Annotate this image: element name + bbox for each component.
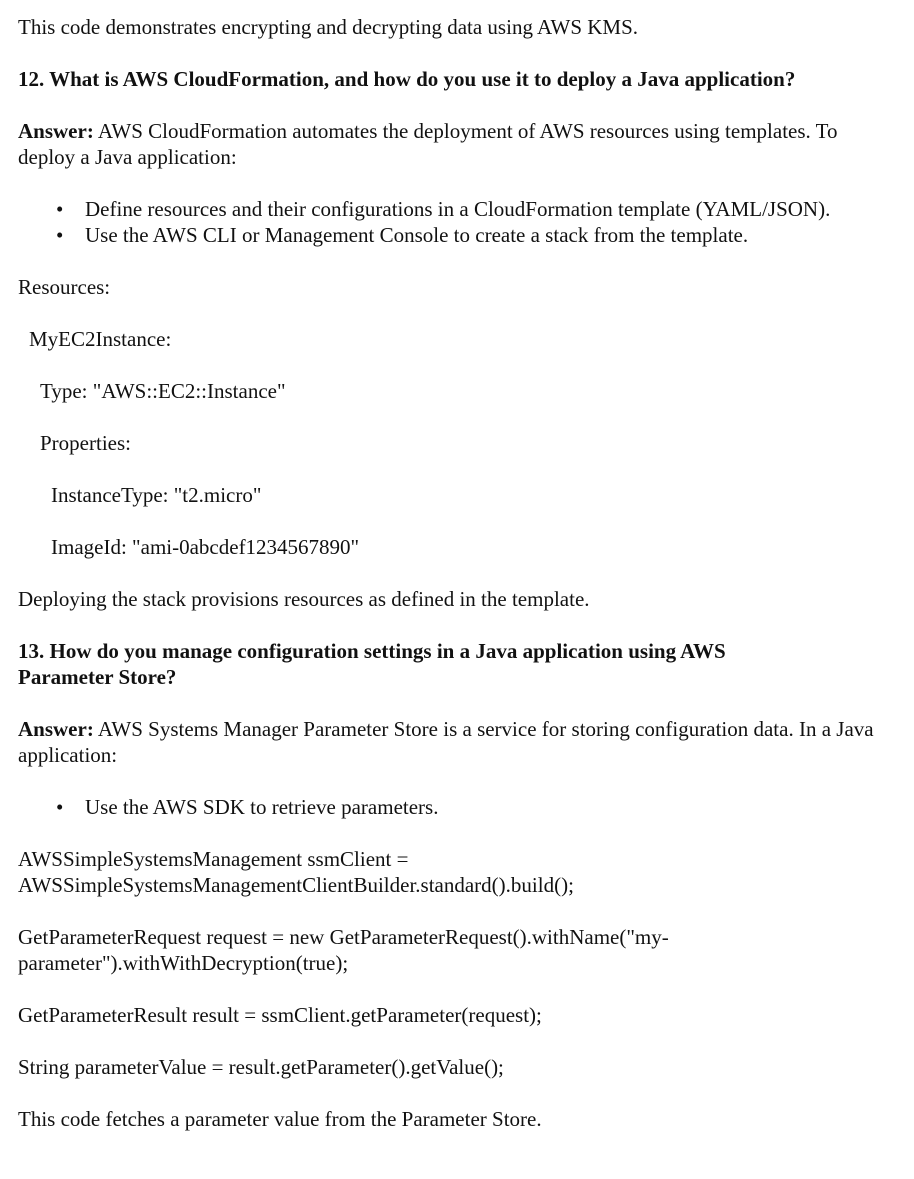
yaml-line-type: Type: "AWS::EC2::Instance" bbox=[40, 379, 286, 403]
yaml-line-properties: Properties: bbox=[40, 431, 131, 455]
answer-12-text: AWS CloudFormation automates the deployment of AWS resources using templates. To deploy a Java application: bbox=[18, 119, 838, 169]
answer-13-conclusion: This code fetches a parameter value from the Parameter Store. bbox=[18, 1107, 542, 1131]
answer-12-paragraph bbox=[18, 118, 898, 170]
question-12-heading: 12. What is AWS CloudFormation, and how do you use it to deploy a Java application? bbox=[18, 67, 796, 91]
bullet-icon: • bbox=[56, 795, 64, 819]
bullet-icon: • bbox=[56, 223, 64, 247]
yaml-line-instance: MyEC2Instance: bbox=[29, 327, 172, 351]
answer-12-bullet-list bbox=[18, 196, 898, 248]
answer-13-bullet-list bbox=[18, 794, 898, 820]
code-line-parameter-value: String parameterValue = result.getParameter().getValue(); bbox=[18, 1055, 504, 1079]
list-item-text: Use the AWS CLI or Management Console to create a stack from the template. bbox=[85, 223, 749, 247]
list-item bbox=[18, 222, 898, 248]
list-item bbox=[18, 794, 898, 820]
intro-text: This code demonstrates encrypting and decrypting data using AWS KMS. bbox=[18, 15, 639, 39]
bullet-icon: • bbox=[56, 197, 64, 221]
yaml-line-resources: Resources: bbox=[18, 275, 111, 299]
yaml-line-instance-type: InstanceType: "t2.micro" bbox=[51, 483, 262, 507]
list-item-text: Use the AWS SDK to retrieve parameters. bbox=[85, 795, 439, 819]
question-13-heading: 13. How do you manage configuration settings in a Java application using AWS Parameter Store? bbox=[18, 639, 726, 689]
code-line-request: GetParameterRequest request = new GetParameterRequest().withName("my-parameter").withWithDecryption(true); bbox=[18, 925, 669, 975]
list-item-text: Define resources and their configurations in a CloudFormation template (YAML/JSON). bbox=[85, 197, 831, 221]
answer-label: Answer: bbox=[18, 119, 94, 143]
answer-13-paragraph bbox=[18, 716, 898, 768]
list-item bbox=[18, 196, 898, 222]
yaml-line-image-id: ImageId: "ami-0abcdef1234567890" bbox=[51, 535, 360, 559]
code-line-result: GetParameterResult result = ssmClient.getParameter(request); bbox=[18, 1003, 542, 1027]
answer-12-conclusion: Deploying the stack provisions resources as defined in the template. bbox=[18, 587, 590, 611]
document-page bbox=[18, 14, 898, 1132]
code-line-ssm-client: AWSSimpleSystemsManagement ssmClient = AWSSimpleSystemsManagementClientBuilder.standard().build(); bbox=[18, 847, 574, 897]
answer-13-text: AWS Systems Manager Parameter Store is a service for storing configuration data. In a Java application: bbox=[18, 717, 874, 767]
answer-label: Answer: bbox=[18, 717, 94, 741]
